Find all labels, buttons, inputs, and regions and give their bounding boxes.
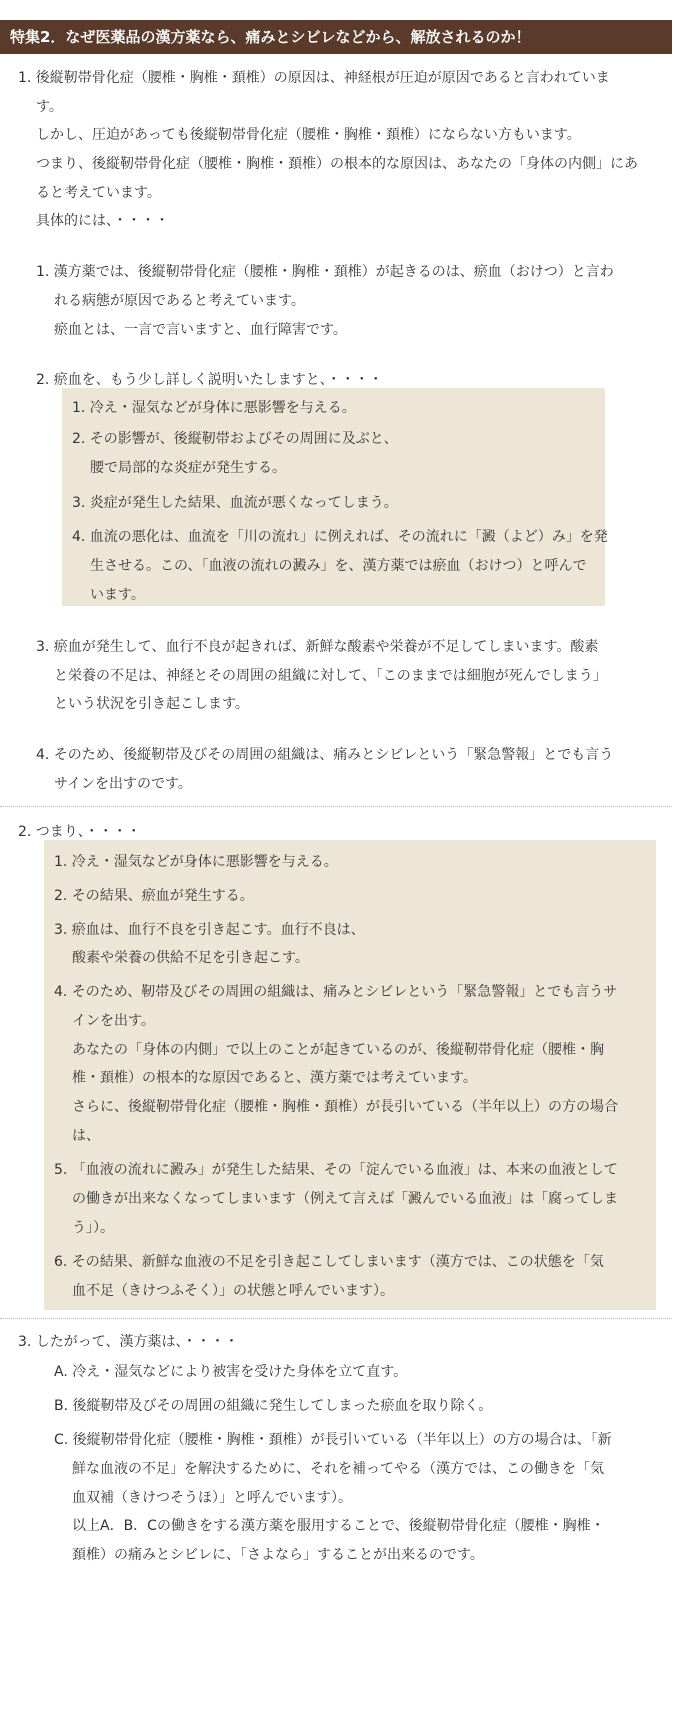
list-item: 2. その結果、瘀血が発生する。 bbox=[54, 888, 254, 904]
list-item: 1. 漢方薬では、後縦靭帯骨化症（腰椎・胸椎・頚椎）が起きるのは、瘀血（おけつ）と言わ bbox=[36, 264, 614, 280]
list-item: 血不足（きけつふそく）」の状態と呼んでいます）。 bbox=[72, 1283, 394, 1299]
list-item: 2. その影響が、後縦靭帯およびその周囲に及ぶと、 bbox=[72, 431, 398, 447]
list-item: あなたの「身体の内側」で以上のことが起きているのが、後縦靭帯骨化症（腰椎・胸 bbox=[72, 1042, 604, 1058]
list-item: す。 bbox=[36, 99, 63, 115]
list-item: 血双補（きけつそうほ）」と呼んでいます）。 bbox=[72, 1490, 352, 1506]
list-item: 1. 冷え・湿気などが身体に悪影響を与える。 bbox=[54, 854, 338, 870]
list-item: ると考えています。 bbox=[36, 185, 161, 201]
list-item: 具体的には、・・・・ bbox=[36, 213, 169, 229]
list-item: 4. 血流の悪化は、血流を「川の流れ」に例えれば、その流れに「澱（よど）み」を発 bbox=[72, 529, 608, 545]
list-item: 以上A．B．Cの働きをする漢方薬を服用することで、後縦靭帯骨化症（腰椎・胸椎・ bbox=[72, 1518, 605, 1534]
list-item: つまり、後縦靭帯骨化症（腰椎・胸椎・頚椎）の根本的な原因は、あなたの「身体の内側」にあ bbox=[36, 156, 638, 172]
list-item: という状況を引き起こします。 bbox=[54, 696, 249, 712]
divider bbox=[0, 1318, 672, 1319]
list-item: 椎・頚椎）の根本的な原因であると、漢方薬では考えています。 bbox=[72, 1070, 477, 1086]
list-item: の働きが出来なくなってしまいます（例えて言えば「澱んでいる血液」は「腐ってしま bbox=[72, 1191, 618, 1207]
list-item: います。 bbox=[90, 587, 145, 603]
list-item: 酸素や栄養の供給不足を引き起こす。 bbox=[72, 950, 309, 966]
list-item: 1. 後縦靭帯骨化症（腰椎・胸椎・頚椎）の原因は、神経根が圧迫が原因であると言われていま bbox=[18, 70, 610, 86]
divider bbox=[0, 806, 672, 807]
list-item: 生させる。この、「血液の流れの澱み」を、漢方薬では瘀血（おけつ）と呼んで bbox=[90, 558, 587, 574]
list-item: しかし、圧迫があっても後縦靭帯骨化症（腰椎・胸椎・頚椎）にならない方もいます。 bbox=[36, 127, 581, 143]
list-item: う」）。 bbox=[72, 1220, 114, 1236]
list-item: 頚椎）の痛みとシビレに、「さよなら」することが出来るのです。 bbox=[72, 1547, 484, 1563]
list-item: B. 後縦靭帯及びその周囲の組織に発生してしまった瘀血を取り除く。 bbox=[54, 1398, 493, 1414]
list-item: 2. 瘀血を、もう少し詳しく説明いたしますと、・・・・ bbox=[36, 372, 383, 388]
list-item: サインを出すのです。 bbox=[54, 776, 192, 792]
list-item: 5. 「血液の流れに澱み」が発生した結果、その「淀んでいる血液」は、本来の血液として bbox=[54, 1162, 618, 1178]
list-item: 1. 冷え・湿気などが身体に悪影響を与える。 bbox=[72, 400, 356, 416]
list-item: は、 bbox=[72, 1128, 100, 1144]
list-item: インを出す。 bbox=[72, 1013, 155, 1029]
list-item: さらに、後縦靭帯骨化症（腰椎・胸椎・頚椎）が長引いている（半年以上）の方の場合 bbox=[72, 1099, 618, 1115]
list-item: 3. したがって、漢方薬は、・・・・ bbox=[18, 1334, 239, 1350]
list-item: 3. 瘀血は、血行不良を引き起こす。血行不良は、 bbox=[54, 922, 365, 938]
list-item: 4. そのため、靭帯及びその周囲の組織は、痛みとシビレという「緊急警報」とでも言うサ bbox=[54, 984, 618, 1000]
list-item: 2. つまり、・・・・ bbox=[18, 824, 141, 840]
list-item: 瘀血とは、一言で言いますと、血行障害です。 bbox=[54, 322, 347, 338]
list-item: 鮮な血液の不足」を解決するために、それを補ってやる（漢方では、この働きを「気 bbox=[72, 1461, 604, 1477]
list-item: A. 冷え・湿気などにより被害を受けた身体を立て直す。 bbox=[54, 1364, 408, 1380]
list-item: C. 後縦靭帯骨化症（腰椎・胸椎・頚椎）が長引いている（半年以上）の方の場合は、「新 bbox=[54, 1432, 612, 1448]
list-item: 6. その結果、新鮮な血液の不足を引き起こしてしまいます（漢方では、この状態を「気 bbox=[54, 1254, 604, 1270]
list-item: 4. そのため、後縦靭帯及びその周囲の組織は、痛みとシビレという「緊急警報」とでも言う bbox=[36, 747, 614, 763]
list-item: 3. 瘀血が発生して、血行不良が起きれば、新鮮な酸素や栄養が不足してしまいます。酸素 bbox=[36, 639, 599, 655]
list-item: 腰で局部的な炎症が発生する。 bbox=[90, 460, 286, 476]
page-title: 特集2．なぜ医薬品の漢方薬なら、痛みとシビレなどから、解放されるのか！ bbox=[0, 20, 672, 54]
list-item: れる病態が原因であると考えています。 bbox=[54, 293, 305, 309]
list-item: 3. 炎症が発生した結果、血流が悪くなってしまう。 bbox=[72, 495, 398, 511]
list-item: と栄養の不足は、神経とその周囲の組織に対して、「このままでは細胞が死んでしまう」 bbox=[54, 668, 607, 684]
